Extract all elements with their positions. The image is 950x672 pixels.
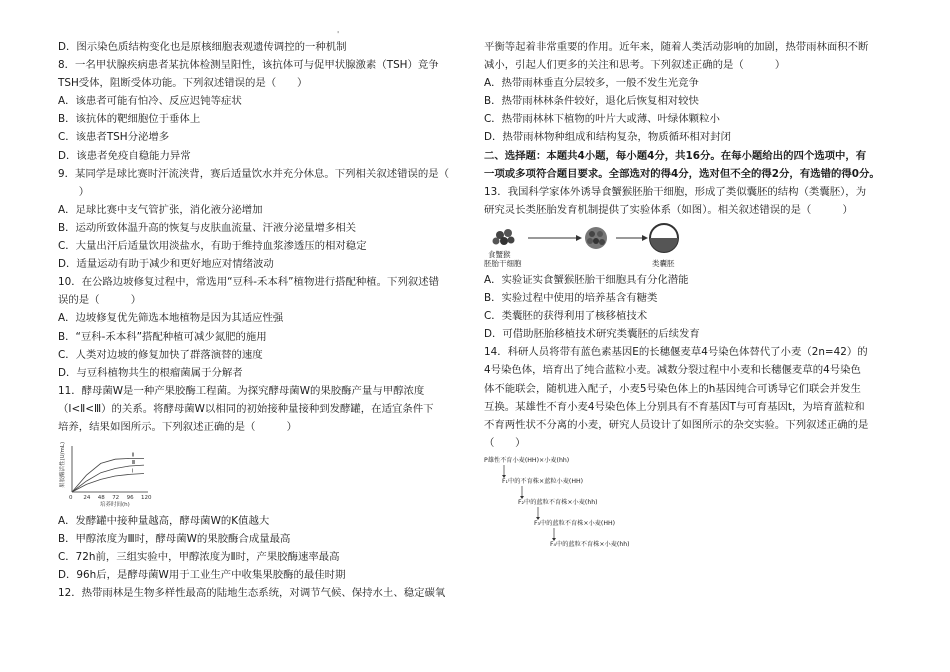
text-line: ） [58, 185, 90, 198]
text-line: D．适量运动有助于减少和更好地应对情绪波动 [58, 258, 274, 271]
text-line: 12．热带雨林是生物多样性最高的陆地生态系统，对调节气候、保持水土、稳定碳氧 [58, 587, 446, 600]
fermentation-chart [58, 438, 158, 510]
page-mark: ' [337, 30, 340, 39]
section-title-line: 一项或多项符合题目要求。全部选对的得4分，选对但不全的得2分，有选错的得0分。 [484, 167, 880, 180]
text-line: C．类囊胚的获得利用了核移植技术 [484, 310, 648, 323]
cross-step: F₁中的不育株×蓝粒小麦(HH) [502, 477, 584, 485]
text-line: A．边坡修复优先筛选本地植物是因为其适应性强 [58, 312, 284, 325]
text-line: 不育两性状不分离的小麦，研究人员设计了如图所示的杂交实验。下列叙述正确的是 [484, 418, 869, 431]
text-line: B．该抗体的靶细胞位于垂体上 [58, 113, 201, 126]
text-line: D．图示染色质结构变化也是原核细胞表观遗传调控的一种机制 [58, 41, 347, 53]
text-line: D．可借助胚胎移植技术研究类囊胚的后续发育 [484, 328, 700, 341]
text-line: 4号染色体，培育出了纯合蓝粒小麦。减数分裂过程中小麦和长穗偃麦草的4号染色 [484, 364, 861, 377]
text-line: C．人类对边坡的修复加快了群落演替的速度 [58, 348, 263, 361]
text-line: TSH受体，阻断受体功能。下列叙述错误的是（ ） [58, 77, 308, 90]
text-line: A．足球比赛中支气管扩张，消化液分泌增加 [58, 203, 263, 216]
left-column [58, 38, 468, 603]
text-line: B．热带雨林林条件较好，退化后恢复相对较快 [484, 95, 699, 108]
text-line: B．实验过程中使用的培养基含有糖类 [484, 292, 658, 305]
cross-step: P雄性不育小麦(HH)×小麦(hh) [484, 456, 570, 464]
text-line: C．大量出汗后适量饮用淡盐水，有助于维持血浆渗透压的相对稳定 [58, 240, 367, 253]
text-line: C．该患者TSH分泌增多 [58, 131, 170, 144]
text-line: 平衡等起着非常重要的作用。近年来，随着人类活动影响的加剧，热带雨林面积不断 [484, 41, 869, 53]
text-line: 体不能联会，随机进入配子，小麦5号染色体上的h基因纯合可诱导它们联会并发生 [484, 382, 861, 395]
figure-label-1: 食蟹猴 [488, 249, 511, 259]
cross-diagram [484, 454, 744, 550]
text-line: C．72h前，三组实验中，甲醇浓度为Ⅱ时，产果胶酶速率最高 [58, 551, 340, 564]
text-line: 13．我国科学家体外诱导食蟹猴胚胎干细胞，形成了类似囊胚的结构（类囊胚），为 [484, 185, 867, 198]
y-axis-label: 果胶酶活性(U/mL) [60, 441, 66, 489]
x-tick-label: 0 [69, 495, 73, 502]
figure-label-3: 类囊胚 [652, 258, 675, 268]
right-column [484, 38, 896, 552]
text-line: A．实验证实食蟹猴胚胎干细胞具有分化潜能 [484, 273, 689, 286]
x-tick-label: 48 [97, 495, 105, 502]
section-heading [484, 147, 896, 183]
figure-label-2: 胚胎干细胞 [484, 258, 522, 268]
series-label: Ⅲ [131, 460, 136, 467]
text-line: D．与豆科植物共生的根瘤菌属于分解者 [58, 366, 243, 379]
text-line: D．96h后，是酵母菌W用于工业生产中收集果胶酶的最佳时期 [58, 569, 346, 582]
left-text-block-b [58, 512, 468, 602]
blastoid-icon [650, 224, 678, 252]
section-title-line: 二、选择题：本题共4小题，每小题4分，共16分。在每小题给出的四个选项中，有 [484, 149, 867, 162]
text-line: D．该患者免疫自稳能力异常 [58, 149, 191, 162]
cross-step: F₃中的蓝粒不育株×小麦(HH) [534, 519, 616, 527]
text-line: 9．某同学是球比赛时汗流浃背，赛后适量饮水并充分休息。下列相关叙述错误的是（ [58, 167, 450, 180]
text-line: 14．科研人员将带有蓝色素基因E的长穗偃麦草4号染色体替代了小麦（2n=42）的 [484, 346, 868, 359]
text-line: 8．一名甲状腺疾病患者某抗体检测呈阳性，该抗体可与促甲状腺激素（TSH）竞争 [58, 59, 439, 72]
cross-step: F₄中的蓝粒不育株×小麦(hh) [550, 540, 630, 548]
text-line: 11．酵母菌W是一种产果胶酶工程菌。为探究酵母菌W的果胶酶产量与甲醇浓度 [58, 384, 425, 397]
x-tick-label: 96 [126, 495, 134, 502]
text-line: D．热带雨林物种组成和结构复杂，物质循环相对封闭 [484, 131, 731, 144]
x-tick-label: 24 [83, 495, 91, 502]
text-line: 培养，结果如图所示。下列叙述正确的是（ ） [58, 420, 297, 433]
text-line: A．热带雨林垂直分层较多，一般不发生光竞争 [484, 77, 699, 90]
right-text-block-b [484, 183, 896, 219]
text-line: A．发酵罐中接种量越高，酵母菌W的K值越大 [58, 515, 270, 528]
text-line: C．热带雨林林下植物的叶片大或薄、叶绿体颗粒小 [484, 113, 720, 126]
text-line: （Ⅰ<Ⅱ<Ⅲ）的关系。将酵母菌W以相同的初始接种量接种到发酵罐，在适宜条件下 [58, 402, 434, 415]
text-line: B．运动所致体温升高的恢复与皮肤血流量、汗液分泌量增多相关 [58, 221, 357, 234]
series-line-Ⅰ [72, 474, 144, 493]
right-text-block-a [484, 38, 896, 147]
text-line: B．“豆科-禾本科”搭配种植可减少氮肥的施用 [58, 330, 267, 343]
text-line: 10．在公路边坡修复过程中，常选用“豆科-禾本科”植物进行搭配种植。下列叙述错 [58, 276, 440, 289]
x-tick-label: 72 [112, 495, 120, 502]
cell-mass-icon [585, 227, 607, 249]
series-label: Ⅱ [131, 452, 135, 459]
embryo-figure [484, 221, 744, 269]
series-label: Ⅰ [131, 468, 134, 475]
x-tick-label: 120 [141, 495, 152, 502]
text-line: 互换。某雄性不育小麦4号染色体上分别具有不育基因T与可育基因t，为培育蓝粒和 [484, 400, 865, 413]
cross-step: F₂中的蓝粒不育株×小麦(hh) [518, 498, 598, 506]
right-text-block-c [484, 271, 896, 452]
text-line: 减小，引起人们更多的关注和思考。下列叙述正确的是（ ） [484, 59, 786, 72]
text-line: A．该患者可能有怕冷、反应迟钝等症状 [58, 95, 242, 108]
text-line: 误的是（ ） [58, 294, 142, 307]
stem-cell-cluster-icon [493, 229, 515, 245]
x-axis-label: 培养时间(h) [100, 502, 130, 509]
text-line: 研究灵长类胚胎发育机制提供了实验体系（如图）。相关叙述错误的是（ ） [484, 203, 853, 216]
text-line: （ ） [484, 436, 526, 449]
left-text-block-a [58, 38, 468, 436]
text-line: B．甲醇浓度为Ⅲ时，酵母菌W的果胶酶合成量最高 [58, 533, 291, 546]
